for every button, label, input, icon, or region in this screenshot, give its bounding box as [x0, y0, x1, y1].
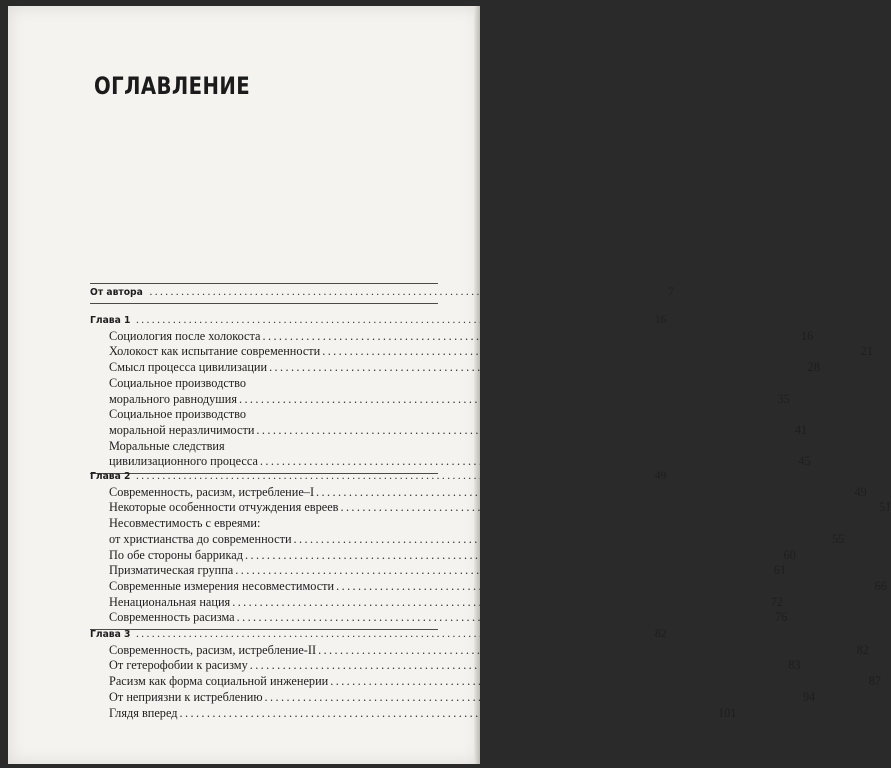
- leader-dots: ..................................................................................................: [340, 500, 877, 515]
- toc-entry[interactable]: [90, 594, 783, 611]
- leader-dots: ..................................................................................................: [316, 484, 853, 499]
- toc-entry-label: Социология после холокоста: [109, 328, 261, 343]
- toc-entry-page: 87: [868, 674, 882, 689]
- toc-entry[interactable]: [90, 689, 816, 706]
- toc-entry[interactable]: [90, 674, 882, 690]
- toc-entry-page: 101: [718, 705, 737, 720]
- toc-entry-label: По обе стороны баррикад: [109, 547, 244, 562]
- toc-entry-label: Холокост как испытание современности: [109, 344, 321, 359]
- leader-dots: ..................................................................................................: [259, 454, 797, 469]
- toc-entry[interactable]: [90, 563, 787, 579]
- toc-entry-label: Глава 1: [90, 315, 131, 326]
- leader-dots: ..................................................................................................: [135, 470, 653, 482]
- toc-entry-label: от христианства до современности: [109, 531, 292, 546]
- divider: [90, 283, 438, 284]
- toc-entry-label: моральной неразличимости: [109, 422, 255, 437]
- toc-entry[interactable]: [90, 328, 814, 345]
- leader-dots: ..................................................................................................: [235, 563, 772, 578]
- toc-entry-page: 51: [878, 500, 891, 515]
- toc-entry-chapter-3[interactable]: [90, 627, 667, 643]
- leader-dots: ..................................................................................................: [238, 391, 776, 406]
- toc-entry-label: Глава 2: [90, 471, 131, 482]
- toc-entry-page: 72: [770, 594, 783, 609]
- leader-dots: ..................................................................................................: [262, 328, 799, 343]
- toc-entry-page: 55: [832, 531, 845, 546]
- leader-dots: ..................................................................................................: [318, 642, 855, 657]
- toc-entry[interactable]: [90, 642, 869, 659]
- toc-entry-chapter-1[interactable]: [90, 313, 667, 329]
- toc-entry-first-line: Социальное производство: [109, 375, 247, 390]
- toc-entry[interactable]: [90, 578, 887, 595]
- toc-entry-page: 94: [803, 689, 816, 704]
- toc-entry[interactable]: [90, 531, 845, 548]
- toc-entry-label: Глядя вперед: [109, 705, 178, 720]
- leader-dots: ..................................................................................................: [256, 422, 793, 437]
- toc-entry-page: 45: [798, 454, 811, 469]
- toc-entry[interactable]: [90, 360, 820, 376]
- toc-entry[interactable]: [90, 500, 891, 516]
- book-page: [8, 6, 891, 764]
- toc-entry-label: Глава 3: [90, 629, 131, 640]
- toc-entry-page: 61: [773, 563, 787, 578]
- toc-entry-label: Смысл процесса цивилизации: [109, 360, 268, 375]
- toc-entry-first-line: Несовместимость с евреями:: [109, 516, 261, 531]
- toc-entry-page: 7: [668, 286, 675, 298]
- toc-entry-label: морального равнодушия: [109, 391, 237, 406]
- leader-dots: ..................................................................................................: [336, 578, 873, 593]
- toc-entry-first-line: Моральные следствия: [109, 438, 225, 453]
- toc-entry-page: 16: [800, 328, 814, 343]
- leader-dots: ..................................................................................................: [179, 705, 716, 720]
- toc-entry-page: 76: [775, 610, 788, 625]
- toc-entry-chapter-2[interactable]: [90, 469, 667, 485]
- leader-dots: ..................................................................................................: [245, 547, 782, 562]
- leader-dots: ..................................................................................................: [232, 594, 769, 609]
- toc-entry-page: 35: [777, 391, 790, 406]
- leader-dots: ..................................................................................................: [135, 628, 653, 640]
- leader-dots: ..................................................................................................: [249, 658, 787, 673]
- toc-entry[interactable]: [90, 547, 796, 564]
- toc-entry-label: Расизм как форма социальной инженерии: [109, 674, 329, 689]
- toc-entry-page: 60: [783, 547, 796, 562]
- toc-entry-page: 16: [654, 314, 667, 326]
- toc-entry-label: От гетерофобии к расизму: [109, 658, 248, 673]
- toc-entry-label: От автора: [90, 287, 143, 298]
- leader-dots: ..................................................................................................: [269, 360, 806, 375]
- toc-entry[interactable]: [90, 391, 790, 408]
- divider: [90, 303, 438, 304]
- toc-entry-page: 83: [788, 658, 801, 673]
- toc-entry[interactable]: [90, 344, 874, 360]
- toc-entry-label: Современность, расизм, истребление-II: [109, 642, 317, 657]
- leader-dots: ..................................................................................................: [330, 674, 867, 689]
- toc-entry-first-line: Социальное производство: [109, 407, 247, 422]
- toc-entry-label: цивилизационного процесса: [109, 454, 258, 469]
- toc-entry-label: От неприязни к истреблению: [109, 689, 263, 704]
- toc-entry-label: Некоторые особенности отчуждения евреев: [109, 500, 339, 515]
- section-author: [90, 283, 675, 304]
- toc-entry-page: 82: [856, 642, 869, 657]
- toc-entry[interactable]: [90, 454, 811, 470]
- section-chapter-2: [90, 469, 891, 630]
- toc-entry-label: Современность, расизм, истребление–I: [109, 484, 315, 499]
- toc-entry-label: Современность расизма: [109, 610, 235, 625]
- leader-dots: ..................................................................................................: [149, 286, 667, 298]
- toc-entry-page: 49: [654, 470, 667, 482]
- toc-entry-label: Современные измерения несовместимости: [109, 578, 335, 593]
- section-chapter-1: [90, 313, 874, 474]
- toc-entry-page: 21: [860, 344, 874, 359]
- leader-dots: ..................................................................................................: [236, 610, 774, 625]
- toc-entry-page: 41: [794, 422, 808, 437]
- leader-dots: ..................................................................................................: [264, 689, 802, 704]
- page-title: ОГЛАВЛЕНИЕ: [94, 72, 251, 100]
- toc-entry-page: 66: [874, 578, 887, 593]
- leader-dots: ..................................................................................................: [293, 531, 831, 546]
- toc-entry[interactable]: [90, 610, 788, 626]
- toc-entry[interactable]: [90, 422, 808, 439]
- section-chapter-3: [90, 627, 882, 721]
- leader-dots: ..................................................................................................: [322, 344, 859, 359]
- toc-entry[interactable]: [90, 705, 737, 722]
- toc-entry-page: 49: [854, 484, 867, 499]
- toc-entry-page: 28: [807, 360, 820, 375]
- toc-entry[interactable]: [90, 484, 867, 501]
- toc-entry[interactable]: [90, 658, 801, 674]
- leader-dots: ..................................................................................................: [135, 314, 653, 326]
- toc-entry-label: Призматическая группа: [109, 563, 234, 578]
- toc-entry-author[interactable]: [90, 285, 675, 301]
- toc-entry-page: 82: [654, 628, 667, 640]
- toc-entry-label: Ненациональная нация: [109, 594, 231, 609]
